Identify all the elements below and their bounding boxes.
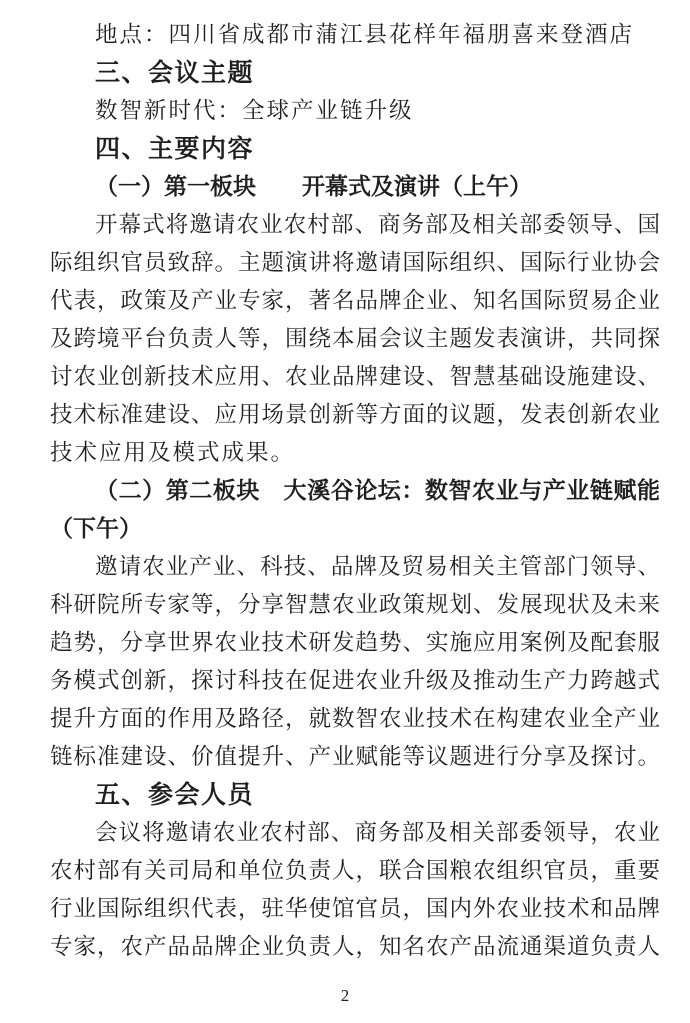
document-body [50,0,660,966]
paragraph-line: 邀请农业产业、科技、品牌及贸易相关主管部门领导、 [95,554,660,579]
paragraph-line: 农村部有关司局和单位负责人，联合国粮农组织官员，重要 [50,858,660,883]
paragraph-line: 技术应用及模式成果。 [50,440,296,465]
paragraph-line: 提升方面的作用及路径，就数智农业技术在构建农业全产业 [50,706,660,731]
paragraph-part-1 [50,206,660,472]
paragraph-attendees [50,814,660,966]
paragraph-line: 务模式创新，探讨科技在促进农业升级及推动生产力跨越式 [50,668,660,693]
paragraph-line: 链标准建设、价值提升、产业赋能等议题进行分享及探讨。 [50,744,660,769]
page-footer [0,986,690,1006]
paragraph-line: 开幕式将邀请农业农村部、商务部及相关部委领导、国 [95,212,660,237]
subheading-line: （下午） [50,516,142,541]
heading-section-4: 四、主要内容 [95,135,255,163]
location-line: 地点：四川省成都市蒲江县花样年福朋喜来登酒店 [95,22,635,47]
paragraph-line: 技术标准建设、应用场景创新等方面的议题，发表创新农业 [50,402,660,427]
paragraph-line: 际组织官员致辞。主题演讲将邀请国际组织、国际行业协会 [50,250,660,275]
paragraph-line: 及跨境平台负责人等，围绕本届会议主题发表演讲，共同探 [50,326,660,351]
paragraph-line: 专家，农产品品牌企业负责人，知名农产品流通渠道负责人 [50,934,660,959]
page-number: 2 [340,986,350,1005]
paragraph-line: 代表，政策及产业专家，著名品牌企业、知名国际贸易企业 [50,288,660,313]
paragraph-line: 会议将邀请农业农村部、商务部及相关部委领导，农业 [95,820,660,845]
paragraph-line: 趋势，分享世界农业技术研发趋势、实施应用案例及配套服 [50,630,660,655]
heading-section-5: 五、参会人员 [95,781,255,809]
subheading-line: （二）第二板块 大溪谷论坛：数智农业与产业链赋能 [95,478,660,503]
paragraph-part-2 [50,548,660,776]
paragraph-line: 科研院所专家等，分享智慧农业政策规划、发展现状及未来 [50,592,660,617]
meeting-theme-line: 数智新时代：全球产业链升级 [95,98,414,123]
heading-section-3: 三、会议主题 [95,59,255,87]
subheading-part-1: （一）第一板块 开幕式及演讲（上午） [95,174,532,199]
paragraph-line: 讨农业创新技术应用、农业品牌建设、智慧基础设施建设、 [50,364,660,389]
subheading-part-2 [50,472,660,548]
paragraph-line: 行业国际组织代表，驻华使馆官员，国内外农业技术和品牌 [50,896,660,921]
